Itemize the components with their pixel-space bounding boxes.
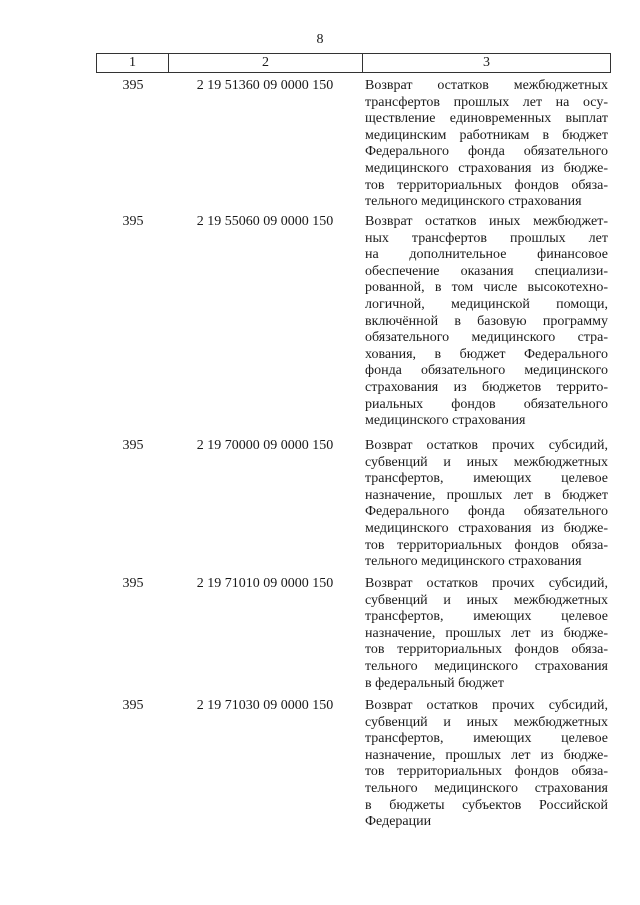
classification-code: 2 19 51360 09 0000 150 bbox=[196, 78, 334, 93]
description-line: фонда обязательного медицинского bbox=[365, 363, 608, 379]
table-row bbox=[96, 78, 616, 214]
table-header-col-1: 1 bbox=[97, 54, 169, 72]
income-description bbox=[362, 78, 608, 214]
description-line: ществление единовременных выплат bbox=[365, 111, 608, 127]
admin-code: 395 bbox=[122, 576, 144, 591]
table-header-col-2: 2 bbox=[169, 54, 363, 72]
income-description bbox=[362, 576, 608, 698]
description-line: Возврат остатков межбюджетных bbox=[365, 78, 608, 93]
description-line: субвенций и иных межбюджетных bbox=[365, 714, 608, 730]
description-line: Федерации bbox=[365, 814, 432, 830]
description-line: трансфертов, имеющих целевое bbox=[365, 471, 608, 487]
description-line: назначение, прошлых лет из бюдже- bbox=[365, 625, 608, 641]
description-line: включённой в базовую программу bbox=[365, 313, 608, 329]
admin-code: 395 bbox=[122, 698, 144, 713]
income-description bbox=[362, 698, 608, 831]
description-line: Возврат остатков прочих субсидий, bbox=[365, 698, 608, 713]
description-line: трансфертов, имеющих целевое bbox=[365, 731, 608, 747]
description-line: медицинского страхования из бюдже- bbox=[365, 520, 608, 536]
admin-code: 395 bbox=[122, 438, 144, 453]
description-line: ных трансфертов прошлых лет bbox=[365, 230, 608, 246]
description-line: тов территориальных фондов обяза- bbox=[365, 642, 608, 658]
classification-code: 2 19 55060 09 0000 150 bbox=[196, 214, 334, 229]
table-row bbox=[96, 438, 616, 576]
description-line: тов территориальных фондов обяза- bbox=[365, 537, 608, 553]
description-line: субвенций и иных межбюджетных bbox=[365, 454, 608, 470]
description-line: в федеральный бюджет bbox=[365, 675, 504, 691]
description-line: назначение, прошлых лет в бюджет bbox=[365, 487, 608, 503]
description-line: тельного медицинского страхования bbox=[365, 780, 608, 796]
description-line: обязательного медицинского стра- bbox=[365, 330, 608, 346]
description-line: рованной, в том числе высокотехно- bbox=[365, 280, 608, 296]
description-line: трансфертов, имеющих целевое bbox=[365, 609, 608, 625]
description-line: Возврат остатков прочих субсидий, bbox=[365, 438, 608, 453]
table-header-row bbox=[96, 53, 611, 73]
description-line: Возврат остатков иных межбюджет- bbox=[365, 214, 608, 229]
description-line: медицинского страхования bbox=[365, 413, 526, 429]
description-line: тельного медицинского страхования bbox=[365, 194, 582, 210]
description-line: риальных фондов обязательного bbox=[365, 396, 608, 412]
income-description bbox=[362, 214, 608, 438]
description-line: тельного медицинского страхования bbox=[365, 658, 608, 674]
admin-code: 395 bbox=[122, 214, 144, 229]
description-line: назначение, прошлых лет из бюдже- bbox=[365, 747, 608, 763]
description-line: трансфертов прошлых лет на осу- bbox=[365, 94, 608, 110]
description-line: на дополнительное финансовое bbox=[365, 247, 608, 263]
description-line: страхования из бюджетов террито- bbox=[365, 379, 608, 395]
table-row bbox=[96, 214, 616, 438]
page-number: 8 bbox=[316, 32, 324, 47]
table-header-col-3: 3 bbox=[483, 55, 490, 70]
description-line: Федерального фонда обязательного bbox=[365, 504, 608, 520]
description-line: в бюджеты субъектов Российской bbox=[365, 797, 608, 813]
table-row bbox=[96, 576, 616, 698]
table-row bbox=[96, 698, 616, 831]
admin-code: 395 bbox=[122, 78, 144, 93]
description-line: тов территориальных фондов обяза- bbox=[365, 177, 608, 193]
description-line: Возврат остатков прочих субсидий, bbox=[365, 576, 608, 591]
description-line: обеспечение оказания специализи- bbox=[365, 263, 608, 279]
classification-code: 2 19 71010 09 0000 150 bbox=[196, 576, 334, 591]
description-line: хования, в бюджет Федерального bbox=[365, 346, 608, 362]
classification-code: 2 19 71030 09 0000 150 bbox=[196, 698, 334, 713]
classification-code: 2 19 70000 09 0000 150 bbox=[196, 438, 334, 453]
description-line: медицинского страхования из бюдже- bbox=[365, 160, 608, 176]
description-line: медицинским работникам в бюджет bbox=[365, 127, 608, 143]
description-line: Федерального фонда обязательного bbox=[365, 144, 608, 160]
description-line: тов территориальных фондов обяза- bbox=[365, 764, 608, 780]
description-line: субвенций и иных межбюджетных bbox=[365, 592, 608, 608]
description-line: тельного медицинского страхования bbox=[365, 554, 582, 570]
description-line: логичной, медицинской помощи, bbox=[365, 296, 608, 312]
income-description bbox=[362, 438, 608, 576]
table-body bbox=[96, 78, 616, 831]
